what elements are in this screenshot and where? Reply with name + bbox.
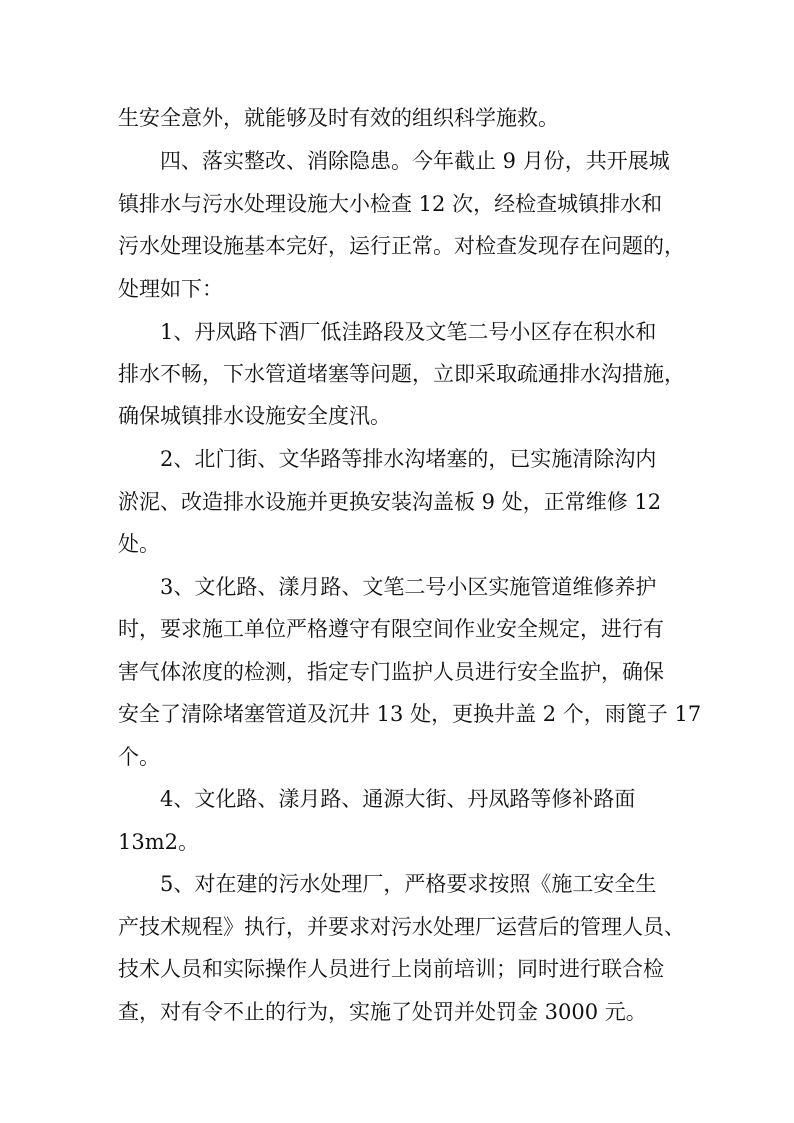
text-line: 1、丹凤路下酒厂低洼路段及文笔二号小区存在积水和 bbox=[160, 320, 657, 344]
text-line: 镇排水与污水处理设施大小检查 12 次，经检查城镇排水和 bbox=[118, 192, 663, 216]
text-line: 查，对有令不止的行为，实施了处罚并处罚金 3000 元。 bbox=[118, 1000, 647, 1024]
text-line: 2、北门街、文华路等排水沟堵塞的，已实施清除沟内 bbox=[160, 447, 657, 471]
text-line: 生安全意外，就能够及时有效的组织科学施救。 bbox=[118, 106, 559, 130]
text-line: 5、对在建的污水处理厂，严格要求按照《施工安全生 bbox=[160, 872, 657, 896]
text-line: 3、文化路、漾月路、文笔二号小区实施管道维修养护 bbox=[160, 575, 657, 599]
text-line: 处理如下： bbox=[118, 277, 223, 301]
text-line: 安全了清除堵塞管道及沉井 13 处，更换井盖 2 个，雨篦子 17 bbox=[118, 702, 702, 726]
text-line: 确保城镇排水设施安全度汛。 bbox=[118, 404, 391, 428]
text-line: 13m2。 bbox=[118, 830, 199, 854]
text-line: 污水处理设施基本完好，运行正常。对检查发现存在问题的， bbox=[118, 234, 685, 258]
text-line: 处。 bbox=[118, 532, 160, 556]
text-line: 产技术规程》执行，并要求对污水处理厂运营后的管理人员、 bbox=[118, 915, 685, 939]
text-line: 时，要求施工单位严格遵守有限空间作业安全规定，进行有 bbox=[118, 617, 664, 641]
text-line: 淤泥、改造排水设施并更换安装沟盖板 9 处，正常维修 12 bbox=[118, 490, 662, 514]
text-line: 四、落实整改、消除隐患。今年截止 9 月份，共开展城 bbox=[160, 149, 670, 173]
text-line: 技术人员和实际操作人员进行上岗前培训；同时进行联合检 bbox=[118, 957, 664, 981]
text-line: 排水不畅，下水管道堵塞等问题，立即采取疏通排水沟措施， bbox=[118, 362, 685, 386]
text-line: 个。 bbox=[118, 745, 160, 769]
text-line: 害气体浓度的检测，指定专门监护人员进行安全监护，确保 bbox=[118, 660, 664, 684]
text-line: 4、文化路、漾月路、通源大街、丹凤路等修补路面 bbox=[160, 787, 636, 811]
